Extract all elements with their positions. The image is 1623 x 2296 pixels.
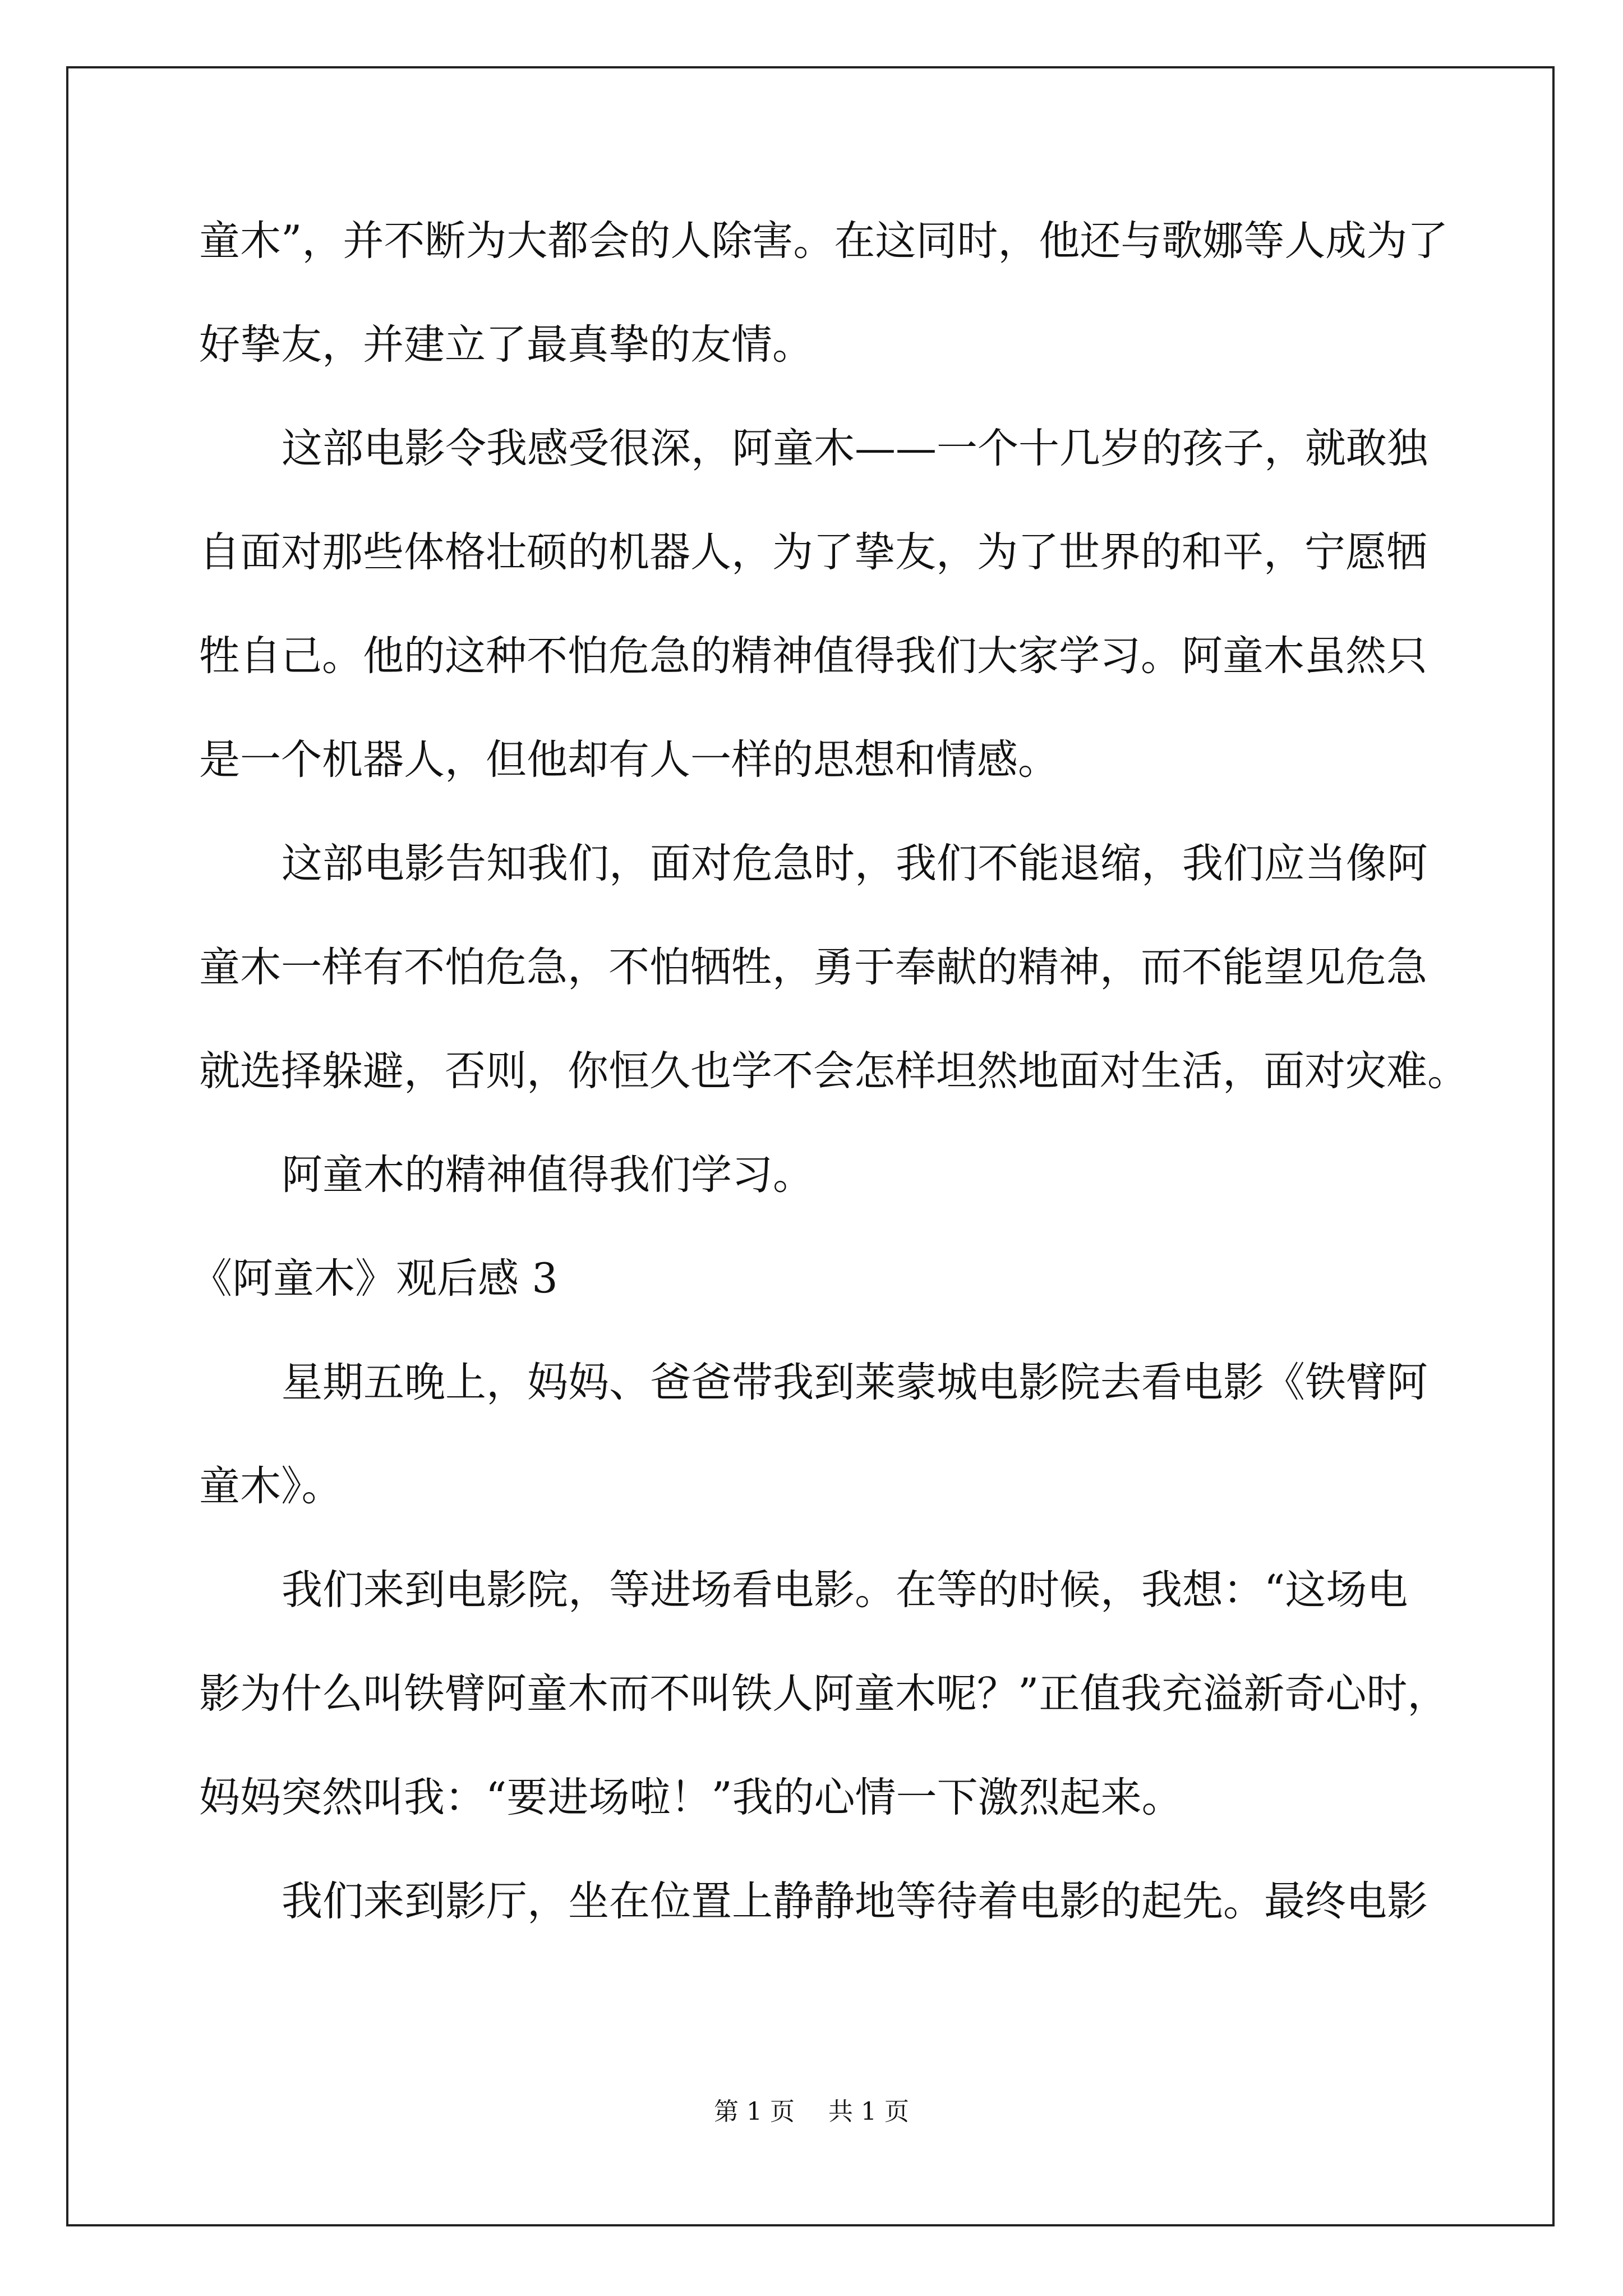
paragraph-start: 我们来到电影院，等进场看电影。在等的时候，我想：“这场电 <box>282 1566 1408 1614</box>
document-body <box>191 210 1468 1975</box>
page-number: 第 1 页 <box>714 2097 795 2126</box>
text-line: 好挚友，并建立了最真挚的友情。 <box>199 321 813 369</box>
paragraph-start: 这部电影令我感受很深，阿童木——一个十几岁的孩子，就敢独 <box>282 425 1428 472</box>
page-total: 共 1 页 <box>828 2097 909 2126</box>
text-line: 是一个机器人，但他却有人一样的思想和情感。 <box>199 736 1059 784</box>
text-line: 牲自己。他的这种不怕危急的精神值得我们大家学习。阿童木虽然只 <box>199 632 1427 680</box>
text-line: 妈妈突然叫我：“要进场啦！”我的心情一下激烈起来。 <box>199 1774 1183 1821</box>
text-line: 童木”，并不断为大都会的人除害。在这同时，他还与歌娜等人成为了 <box>199 217 1449 265</box>
page-footer <box>0 2095 1623 2129</box>
paragraph-start: 这部电影告知我们，面对危急时，我们不能退缩，我们应当像阿 <box>282 840 1428 887</box>
paragraph-start: 我们来到影厅，坐在位置上静静地等待着电影的起先。最终电影 <box>282 1878 1428 1925</box>
text-line: 影为什么叫铁臂阿童木而不叫铁人阿童木呢？”正值我充溢新奇心时， <box>199 1670 1449 1718</box>
text-line: 就选择躲避，否则，你恒久也学不会怎样坦然地面对生活，面对灾难。 <box>199 1047 1468 1095</box>
paragraph-start: 阿童木的精神值得我们学习。 <box>282 1151 814 1199</box>
paragraph-start: 星期五晚上，妈妈、爸爸带我到莱蒙城电影院去看电影《铁臂阿 <box>282 1359 1428 1406</box>
text-line: 童木一样有不怕危急，不怕牺牲，勇于奉献的精神，而不能望见危急 <box>199 944 1427 991</box>
section-heading: 《阿童木》观后感 3 <box>191 1255 558 1303</box>
text-line: 童木》。 <box>199 1462 343 1510</box>
text-line: 自面对那些体格壮硕的机器人，为了挚友，为了世界的和平，宁愿牺 <box>199 528 1427 576</box>
